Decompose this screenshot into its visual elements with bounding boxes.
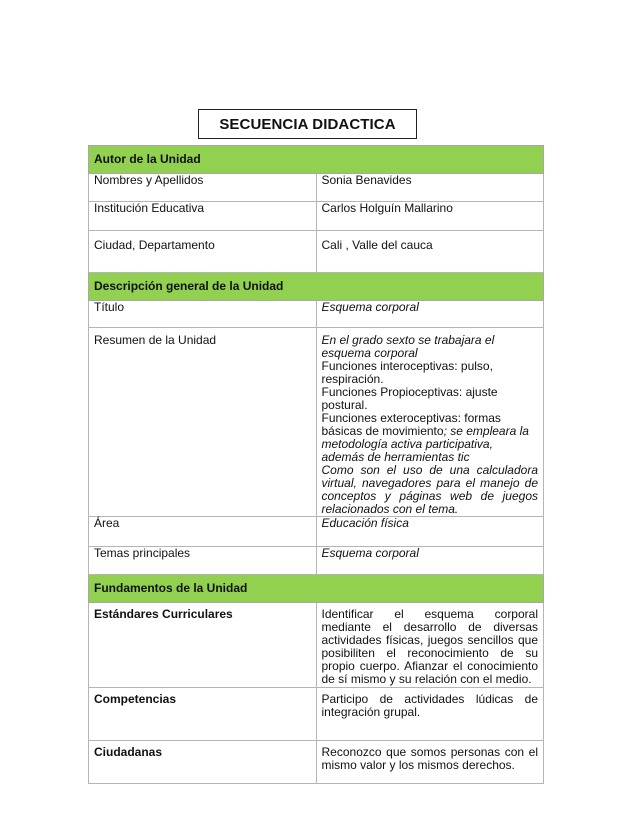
- competencias-value: Participo de actividades lúdicas de integración grupal.: [316, 688, 544, 741]
- competencias-label: Competencias: [89, 688, 317, 741]
- row-label: Ciudad, Departamento: [89, 231, 317, 273]
- section-header-label: Descripción general de la Unidad: [89, 273, 544, 301]
- row-value: Carlos Holguín Mallarino: [316, 202, 544, 231]
- temas-value: Esquema corporal: [316, 547, 544, 575]
- temas-label: Temas principales: [89, 547, 317, 575]
- estandares-value: Identificar el esquema corporal mediante el desarrollo de diversas actividades físicas, juegos sencillos que posibiliten el reconocimiento de su propio cuerpo. Afianzar el conocimiento de sí mismo y su relación con el medio.: [316, 603, 544, 688]
- table-row: [89, 231, 544, 273]
- resumen-label: Resumen de la Unidad: [89, 328, 317, 517]
- table-row: [89, 603, 544, 688]
- table-row: [89, 547, 544, 575]
- row-value: Sonia Benavides: [316, 174, 544, 202]
- resumen-line-4: [322, 412, 539, 464]
- area-label: Área: [89, 517, 317, 547]
- table-row: [89, 741, 544, 784]
- section-header-fundamentos: [89, 575, 544, 603]
- ciudadanas-value: Reconozco que somos personas con el mismo valor y los mismos derechos.: [316, 741, 544, 784]
- titulo-label: Título: [89, 301, 317, 328]
- resumen-line-1: En el grado sexto se trabajara el esquema corporal: [321, 333, 495, 360]
- table-row: [89, 301, 544, 328]
- resumen-line-4a: Funciones exteroceptivas: formas básicas de movimiento: [321, 411, 501, 438]
- section-header-label: Autor de la Unidad: [89, 146, 544, 174]
- table-row: [89, 328, 544, 517]
- section-header-label: Fundamentos de la Unidad: [89, 575, 544, 603]
- table-row: [89, 174, 544, 202]
- table-row: [89, 517, 544, 547]
- unit-table: [88, 145, 544, 784]
- titulo-value: Esquema corporal: [316, 301, 544, 328]
- row-value: Cali , Valle del cauca: [316, 231, 544, 273]
- table-row: [89, 688, 544, 741]
- resumen-value: [316, 328, 544, 517]
- section-header-autor: [89, 146, 544, 174]
- section-header-descripcion: [89, 273, 544, 301]
- area-value: Educación física: [316, 517, 544, 547]
- resumen-line-4b: ; se empleara la metodología activa participativa, además de herramientas tic: [321, 424, 529, 464]
- row-label: Institución Educativa: [89, 202, 317, 231]
- resumen-line-5: Como son el uso de una calculadora virtual, navegadores para el manejo de conceptos y páginas web de juegos relacionados con el tema.: [321, 463, 538, 516]
- table-row: [89, 202, 544, 231]
- document-title: SECUENCIA DIDACTICA: [198, 109, 417, 139]
- estandares-label: Estándares Curriculares: [89, 603, 317, 688]
- resumen-line-3: Funciones Propioceptivas: ajuste postural.: [321, 385, 498, 412]
- resumen-line-2: Funciones interoceptivas: pulso, respiración.: [321, 359, 493, 386]
- row-label: Nombres y Apellidos: [89, 174, 317, 202]
- ciudadanas-label: Ciudadanas: [89, 741, 317, 784]
